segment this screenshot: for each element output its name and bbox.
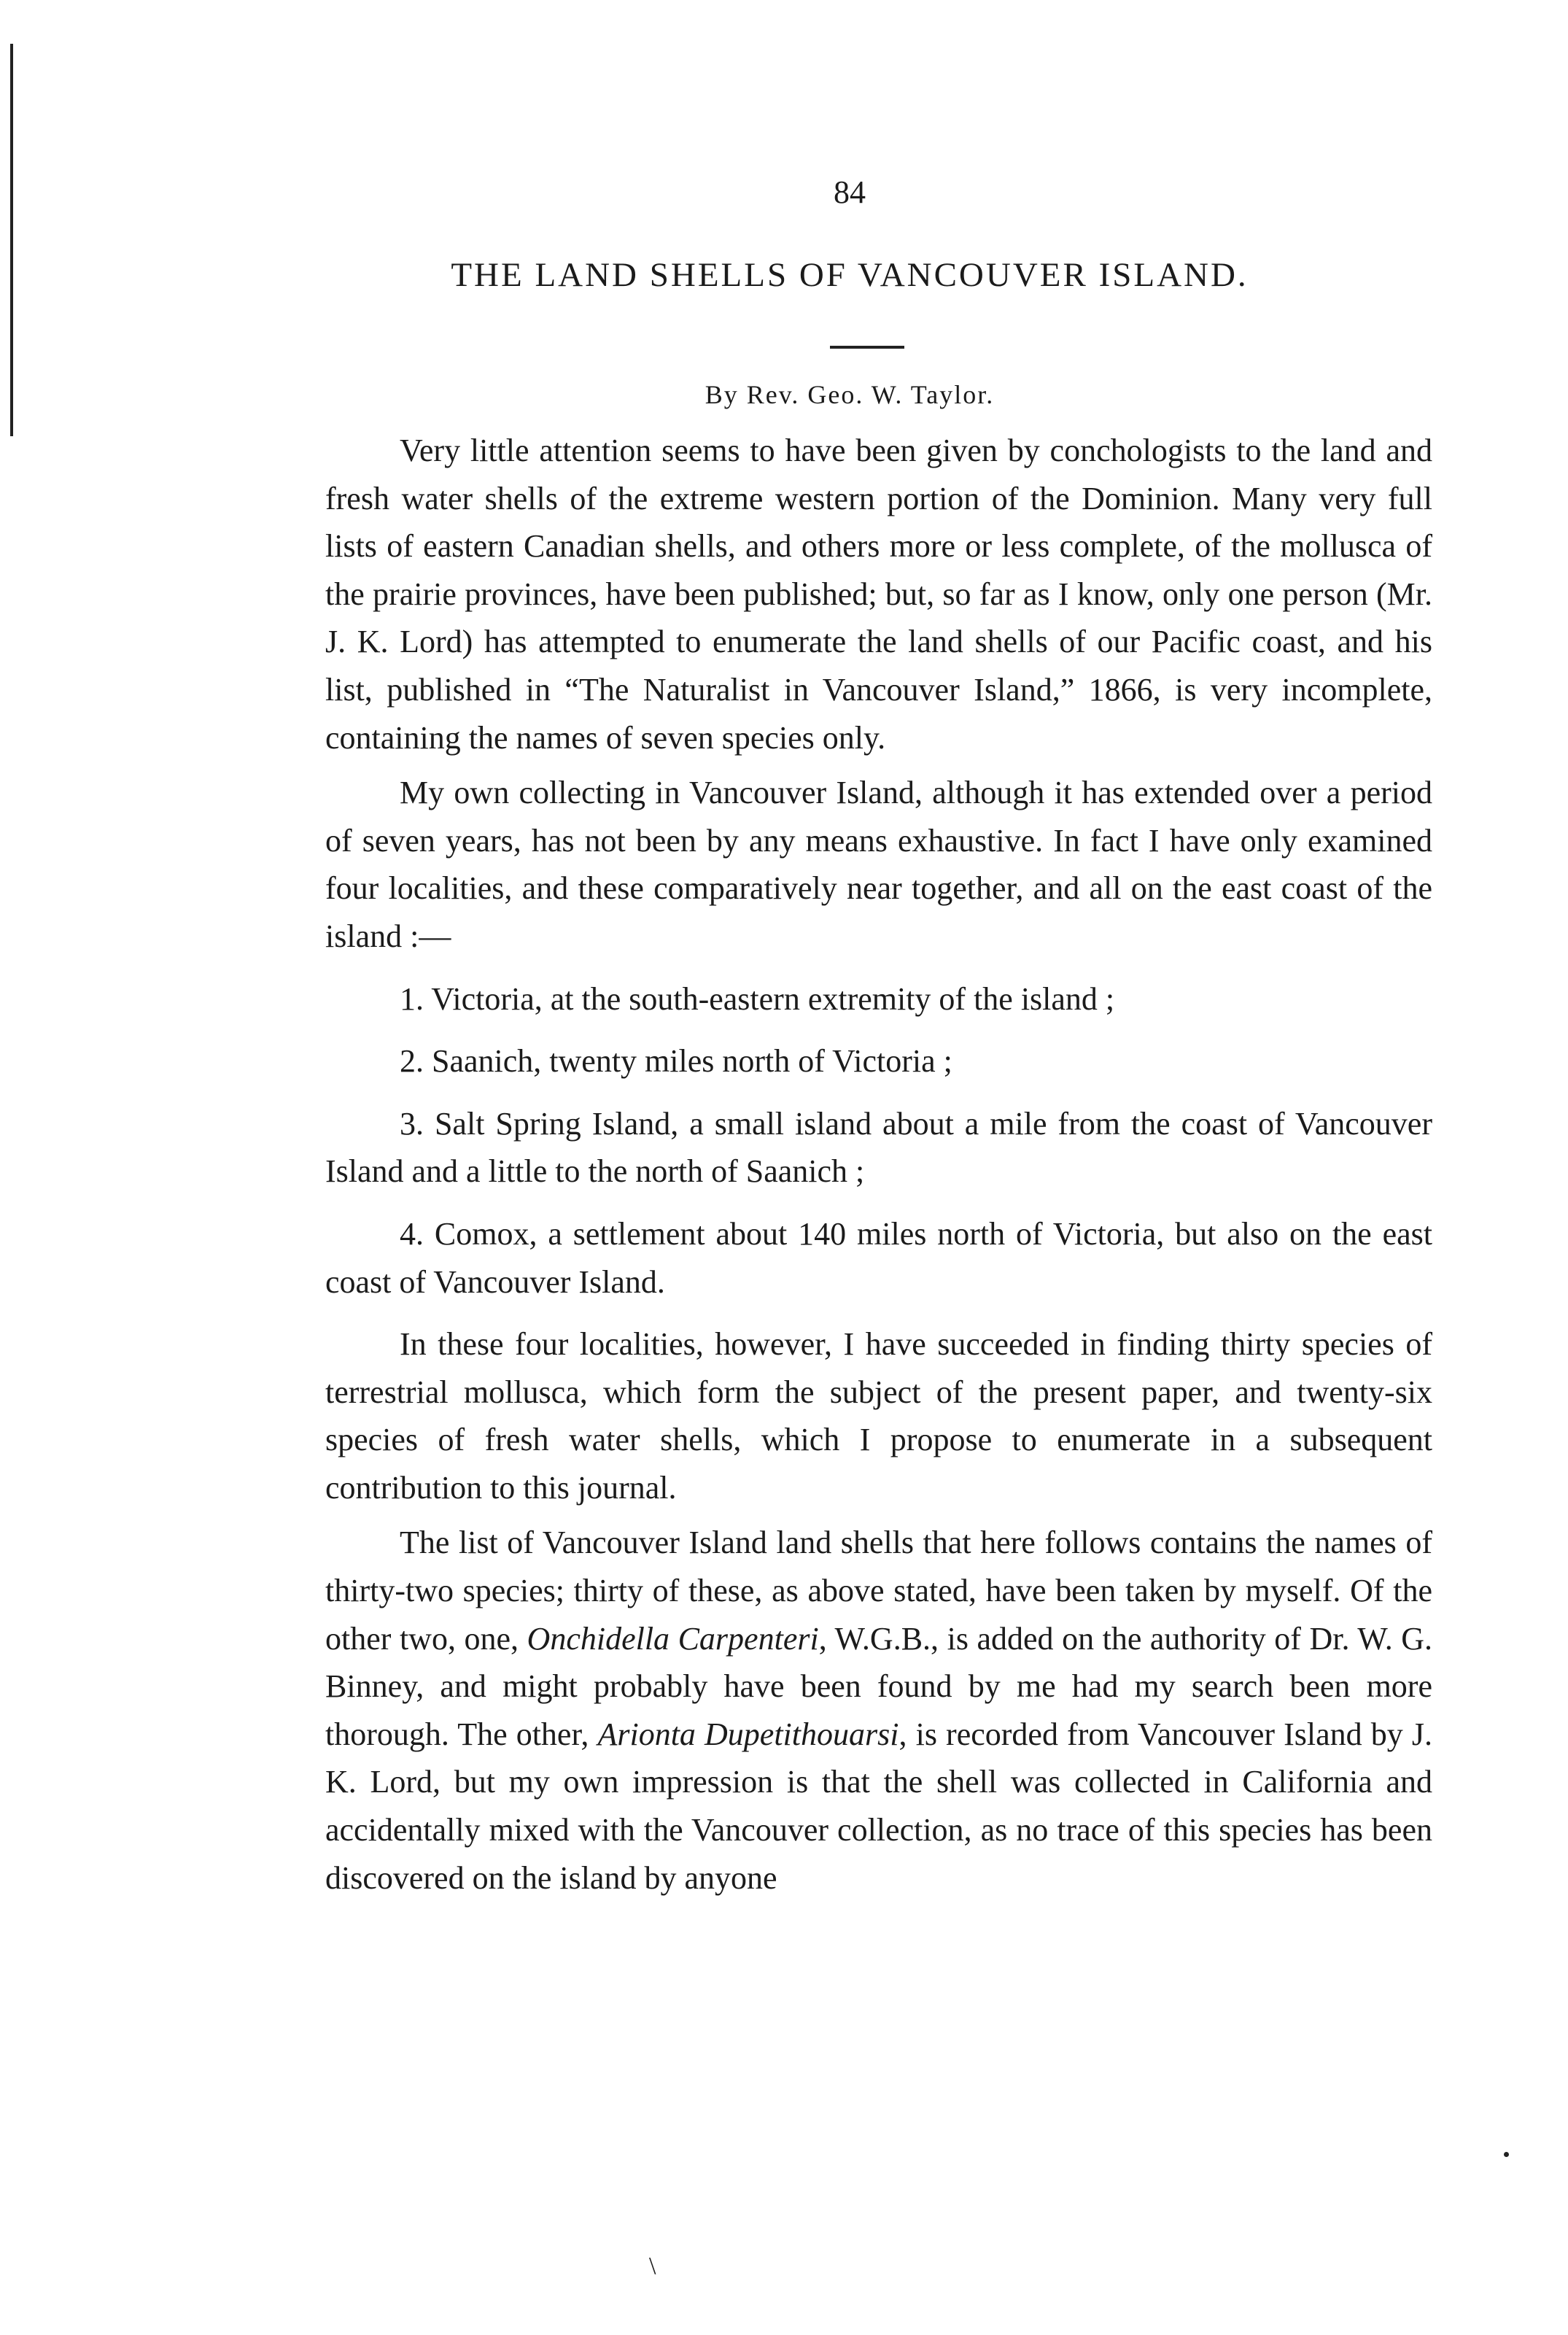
article-body	[325, 427, 1432, 1902]
scan-edge-fragment	[10, 423, 13, 436]
author-byline: By Rev. Geo. W. Taylor.	[705, 380, 995, 409]
intro-paragraph: Very little attention seems to have been given by conchologists to the land and fresh water shells of the extreme western portion of the Dominion. Many very full lists of eastern Canadian shells, and others more or less complete, of the mollusca of the prairie provinces, have been published; but, so far as I know, only one person (Mr. J. K. Lord) has attempted to enumerate the land shells of our Pacific coast, and his list, published in “The Naturalist in Vancouver Island,” 1866, is very incomplete, containing the names of seven species only.	[325, 433, 1432, 756]
collecting-paragraph: My own collecting in Vancouver Island, although it has extended over a period of seven years, has not been by any means exhaustive. In fact I have only examined four localities, and these comparatively near together, and all on the east coast of the island :—	[325, 775, 1432, 954]
species-name-onchidella: Onchidella Carpenteri	[527, 1620, 819, 1657]
page-number: 84	[834, 174, 866, 210]
scan-edge-line	[10, 44, 13, 430]
stray-footer-mark: \	[649, 2253, 656, 2280]
locality-item-comox: 4. Comox, a settlement about 140 miles north of Victoria, but also on the east coast of Vancouver Island.	[325, 1215, 1432, 1300]
locality-item-salt-spring: 3. Salt Spring Island, a small island about a mile from the coast of Vancouver Island and a little to the north of Saanich ;	[325, 1105, 1432, 1190]
title-divider	[830, 346, 904, 349]
species-text-b: , W.G.B., is added on the authority of Dr. W. G. Binney, and might probably have been found by me had my search been more thorough. The other,	[325, 1620, 1433, 1752]
species-list-paragraph	[325, 1519, 1432, 1902]
species-name-arionta: Arionta Dupetithouarsi	[597, 1716, 899, 1752]
findings-paragraph: In these four localities, however, I have succeeded in finding thirty species of terrestrial mollusca, which form the subject of the present paper, and twenty-six species of fresh water shells, which I propose to enumerate in a subsequent contribution to this journal.	[325, 1326, 1432, 1506]
article-title: THE LAND SHELLS OF VANCOUVER ISLAND.	[451, 256, 1249, 294]
stray-dot	[1504, 2152, 1509, 2157]
locality-item-saanich: 2. Saanich, twenty miles north of Victoria ;	[400, 1043, 952, 1080]
species-text-a: The list of Vancouver Island land shells that here follows contains the names of thirty-two species; thirty of these, as above stated, have been taken by myself. Of the other two, one,	[325, 1525, 1432, 1657]
locality-item-victoria: 1. Victoria, at the south-eastern extremity of the island ;	[400, 980, 1115, 1017]
species-text-c: , is recorded from Vancouver Island by J. K. Lord, but my own impression is that the shell was collected in California and accidentally mixed with the Vancouver collection, as no trace of this species has been discovered on the island by anyone	[325, 1716, 1433, 1896]
